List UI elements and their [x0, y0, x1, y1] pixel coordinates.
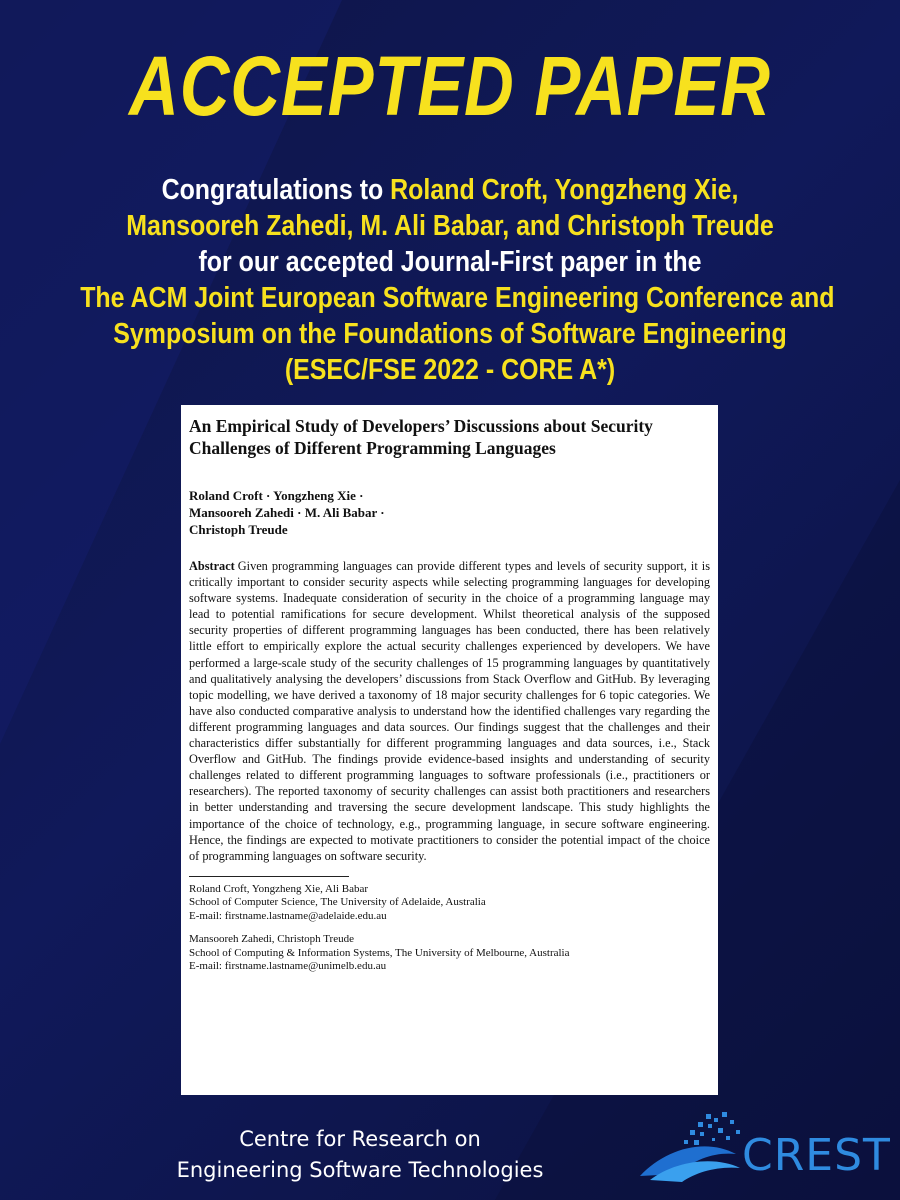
headline: ACCEPTED PAPER — [129, 39, 771, 133]
footer-centre-name — [150, 1124, 570, 1186]
affiliation-2-school: School of Computing & Information Systems, The University of Melbourne, Australia — [189, 946, 570, 959]
affiliation-2 — [189, 933, 710, 974]
affiliation-1-email: E-mail: firstname.lastname@adelaide.edu.au — [189, 909, 387, 922]
announcement-line-3: for our accepted Journal-First paper in the — [198, 246, 702, 278]
affiliation-2-email: E-mail: firstname.lastname@unimelb.edu.au — [189, 960, 387, 973]
affiliation-1-school: School of Computer Science, The University of Adelaide, Australia — [189, 896, 486, 909]
paper-authors — [189, 487, 710, 538]
abstract-text: Given programming languages can provide different types and levels of security support, it is critically important to consider security aspects while selecting programming languages for developing software systems. Inadequate consideration of security in the choice of a programming language may lead to potential ramifications for secure development. Whilst theoretical analysis of the supposed security properties of different programming languages has been conducted, there has been relatively little effort to empirically explore the actual security challenges experienced by developers. We have performed a large-scale study of the security challenges of 15 programming languages by quantitatively and qualitatively analysing the developers’ discussions from Stack Overflow and GitHub. By leveraging topic modelling, we have derived a taxonomy of 18 major security challenges for 6 topic categories. We have also conducted comparative analysis to understand how the identified challenges vary regarding the different programming languages and data sources. Our findings suggest that the challenges and their characteristics differ substantially for different programming languages and data sources, i.e., Stack Overflow and GitHub. The findings provide evidence-based insights and understanding of security challenges related to different programming languages to software professionals (i.e., practitioners or researchers). The reported taxonomy of security challenges can assist both practitioners and researchers in better understanding and traversing the secure development landscape. This study highlights the importance of the choice of technology, e.g., programming language, in secure software engineering. Hence, the findings are expected to motivate practitioners to consider the potential impact of the choice of programming languages on software security. — [189, 559, 710, 863]
affiliation-1 — [189, 883, 710, 924]
author-names-2: Mansooreh Zahedi, M. Ali Babar, and Christoph Treude — [126, 210, 774, 242]
conference-name-1: The ACM Joint European Software Engineering Conference and — [80, 282, 835, 314]
paper-abstract — [189, 558, 710, 864]
conference-rank: (ESEC/FSE 2022 - CORE A*) — [284, 354, 616, 386]
paper-authors-line-2: Mansooreh Zahedi · M. Ali Babar · — [189, 505, 385, 520]
affiliation-1-names: Roland Croft, Yongzheng Xie, Ali Babar — [189, 882, 369, 895]
paper-authors-line-1: Roland Croft · Yongzheng Xie · — [189, 488, 364, 503]
congrats-prefix: Congratulations to — [161, 174, 391, 206]
footer-line-1: Centre for Research on — [239, 1127, 481, 1151]
affiliation-2-names: Mansooreh Zahedi, Christoph Treude — [189, 933, 354, 946]
crest-logo-text: CREST — [742, 1130, 891, 1181]
author-names-1: Roland Croft, Yongzheng Xie, — [390, 174, 739, 206]
announcement — [20, 172, 880, 388]
paper-preview — [181, 405, 718, 1095]
announcement-line-1 — [80, 172, 820, 208]
conference-name-2: Symposium on the Foundations of Software Engineering — [113, 318, 787, 350]
paper-authors-line-3: Christoph Treude — [189, 522, 288, 537]
abstract-label: Abstract — [189, 559, 235, 573]
footer-line-2: Engineering Software Technologies — [176, 1158, 544, 1182]
footnote-divider — [189, 876, 349, 877]
paper-title: An Empirical Study of Developers’ Discussions about Security Challenges of Different Programming Languages — [189, 416, 653, 458]
